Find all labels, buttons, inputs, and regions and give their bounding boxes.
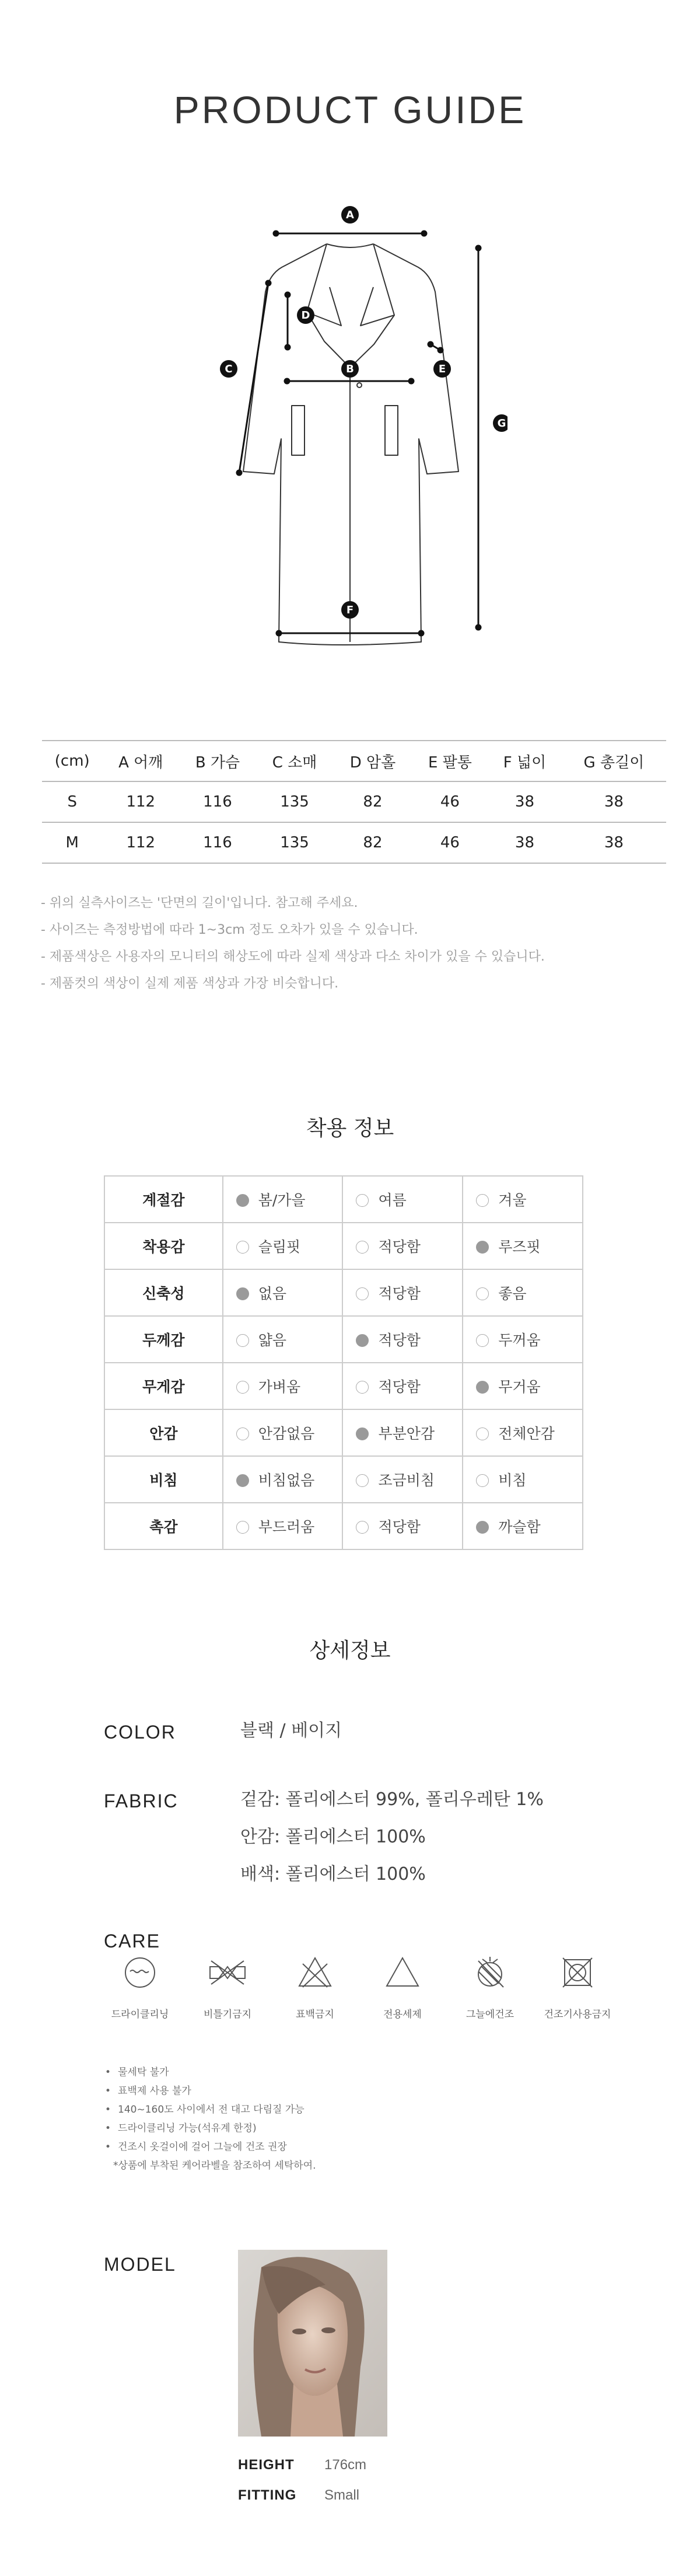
empty-dot-icon <box>356 1194 369 1207</box>
wear-option-label: 없음 <box>258 1285 287 1302</box>
marker-c: C <box>225 363 233 375</box>
wear-option <box>463 1503 583 1549</box>
wear-option-label: 루즈핏 <box>498 1238 541 1255</box>
wear-row <box>104 1176 583 1223</box>
wear-row <box>104 1316 583 1363</box>
empty-dot-icon <box>356 1521 369 1534</box>
note-item: - 위의 실측사이즈는 '단면의 길이'입니다. 참고해 주세요. <box>41 896 358 910</box>
wear-option <box>342 1503 463 1549</box>
page-title: PRODUCT GUIDE <box>173 88 527 131</box>
wear-option <box>463 1176 583 1223</box>
neutral-detergent-icon <box>382 1952 423 1993</box>
fabric-label: FABRIC <box>104 1790 178 1811</box>
size-label: S <box>67 793 77 811</box>
wear-option <box>463 1456 583 1503</box>
care-item-label: 그늘에건조 <box>466 2009 514 2020</box>
empty-dot-icon <box>356 1474 369 1487</box>
header-b: B 가슴 <box>195 753 240 772</box>
care-item <box>446 1952 534 2020</box>
wear-option-label: 까슬함 <box>498 1519 541 1535</box>
empty-dot-icon <box>476 1334 489 1347</box>
empty-dot-icon <box>356 1381 369 1394</box>
wear-option <box>342 1176 463 1223</box>
table-cell: 82 <box>363 793 383 811</box>
selected-dot-icon <box>476 1521 489 1534</box>
wear-option <box>463 1316 583 1363</box>
wear-option <box>223 1503 343 1549</box>
fabric-line: 안감: 폴리에스터 100% <box>240 1827 426 1847</box>
model-label: MODEL <box>104 2254 176 2275</box>
fabric-line: 겉감: 폴리에스터 99%, 폴리우레탄 1% <box>240 1789 544 1810</box>
size-notes <box>41 890 545 997</box>
wear-option-label: 안감없음 <box>258 1425 315 1442</box>
table-cell: 135 <box>280 834 309 851</box>
care-note: • 드라이클리닝 가능(석유계 한정) <box>105 2119 316 2138</box>
marker-b: B <box>346 363 354 375</box>
care-item <box>359 1952 446 2020</box>
table-cell: 46 <box>440 834 460 851</box>
wear-option-label: 적당함 <box>378 1238 421 1255</box>
model-photo <box>238 2250 387 2437</box>
wear-row <box>104 1269 583 1316</box>
table-row <box>42 781 666 822</box>
table-cell: 38 <box>514 834 535 851</box>
marker-g: G <box>497 417 506 430</box>
wear-row <box>104 1503 583 1549</box>
wear-row-label: 신축성 <box>104 1269 223 1316</box>
wear-row-label: 안감 <box>104 1409 223 1456</box>
wear-option-label: 부드러움 <box>258 1519 315 1535</box>
wear-option-label: 비침 <box>498 1472 527 1489</box>
wear-option <box>342 1363 463 1409</box>
care-item-label: 드라이클리닝 <box>111 2009 169 2020</box>
note-item: - 사이즈는 측정방법에 따라 1~3cm 정도 오차가 있을 수 있습니다. <box>41 923 418 937</box>
empty-dot-icon <box>236 1381 249 1394</box>
size-table-header <box>42 741 666 781</box>
wear-option <box>223 1316 343 1363</box>
height-value: 176cm <box>324 2457 367 2473</box>
selected-dot-icon <box>476 1241 489 1254</box>
wear-option-label: 적당함 <box>378 1332 421 1349</box>
empty-dot-icon <box>476 1194 489 1207</box>
wear-option-label: 조금비침 <box>378 1472 435 1489</box>
marker-f: F <box>346 604 354 616</box>
color-label: COLOR <box>104 1722 176 1743</box>
empty-dot-icon <box>356 1241 369 1254</box>
marker-e: E <box>438 363 446 375</box>
care-item <box>534 1952 621 2020</box>
wear-option <box>342 1223 463 1269</box>
wear-option-label: 슬림핏 <box>258 1238 301 1255</box>
header-f: F 넓이 <box>503 753 547 772</box>
care-note: • 건조시 옷걸이에 걸어 그늘에 건조 권장 <box>105 2138 316 2156</box>
wear-option <box>342 1456 463 1503</box>
header-unit: (cm) <box>54 752 90 770</box>
details-title: 상세정보 <box>309 1639 391 1663</box>
model-portrait-image <box>238 2250 387 2437</box>
wear-option-label: 적당함 <box>378 1378 421 1395</box>
wear-info-title: 착용 정보 <box>306 1116 394 1140</box>
table-cell: 112 <box>126 793 156 811</box>
wear-row <box>104 1409 583 1456</box>
table-cell: 116 <box>203 834 232 851</box>
wear-row-label: 무게감 <box>104 1363 223 1409</box>
no-bleach-icon <box>295 1952 335 1993</box>
care-item-label: 전용세제 <box>383 2009 422 2020</box>
no-wring-icon <box>204 1952 251 1993</box>
fitting-label: FITTING <box>238 2487 297 2503</box>
table-row <box>42 822 666 863</box>
empty-dot-icon <box>476 1287 489 1300</box>
wear-option-label: 좋음 <box>498 1285 527 1302</box>
care-footnote: *상품에 부착된 케어라벨을 참조하여 세탁하여. <box>113 2160 316 2172</box>
empty-dot-icon <box>236 1427 249 1440</box>
wear-row-label: 두께감 <box>104 1316 223 1363</box>
wear-row <box>104 1363 583 1409</box>
fabric-line: 배색: 폴리에스터 100% <box>240 1864 426 1884</box>
header-c: C 소매 <box>272 753 317 772</box>
wear-info-table <box>104 1175 583 1550</box>
wear-option-label: 얇음 <box>258 1332 287 1349</box>
wear-option-label: 적당함 <box>378 1285 421 1302</box>
wear-option <box>223 1363 343 1409</box>
care-note: • 140~160도 사이에서 전 대고 다림질 가능 <box>105 2100 316 2119</box>
size-table <box>42 740 666 864</box>
wear-option-label: 가벼움 <box>258 1378 301 1395</box>
marker-d: D <box>301 309 310 322</box>
wear-row-label: 착용감 <box>104 1223 223 1269</box>
header-g: G 총길이 <box>583 753 645 772</box>
wear-option-label: 부분안감 <box>378 1425 435 1442</box>
wear-option <box>342 1269 463 1316</box>
color-value: 블랙 / 베이지 <box>240 1720 342 1741</box>
wear-option <box>463 1409 583 1456</box>
wear-option <box>463 1269 583 1316</box>
care-item-label: 표백금지 <box>296 2009 334 2020</box>
care-icons <box>96 1952 621 2020</box>
care-label: CARE <box>104 1931 160 1952</box>
wear-option <box>223 1176 343 1223</box>
wear-option-label: 무거움 <box>498 1378 541 1395</box>
note-item: - 제품색상은 사용자의 모니터의 해상도에 따라 실제 색상과 다소 차이가 있을 수 있습니다. <box>41 950 545 964</box>
table-cell: 38 <box>604 793 624 811</box>
wear-option-label: 봄/가을 <box>258 1192 306 1209</box>
care-item <box>96 1952 184 2020</box>
selected-dot-icon <box>236 1287 249 1300</box>
wear-option-label: 여름 <box>378 1192 407 1209</box>
empty-dot-icon <box>476 1427 489 1440</box>
wear-row-label: 계절감 <box>104 1176 223 1223</box>
header-e: E 팔통 <box>428 753 472 772</box>
header-d: D 암홀 <box>349 753 396 772</box>
selected-dot-icon <box>356 1334 369 1347</box>
selected-dot-icon <box>356 1427 369 1440</box>
wear-option <box>342 1409 463 1456</box>
table-cell: 82 <box>363 834 383 851</box>
table-cell: 38 <box>514 793 535 811</box>
wear-option <box>223 1456 343 1503</box>
wear-row-label: 비침 <box>104 1456 223 1503</box>
table-cell: 135 <box>280 793 309 811</box>
selected-dot-icon <box>236 1474 249 1487</box>
empty-dot-icon <box>356 1287 369 1300</box>
wear-option <box>342 1316 463 1363</box>
selected-dot-icon <box>476 1381 489 1394</box>
wear-option <box>223 1269 343 1316</box>
wear-option-label: 겨울 <box>498 1192 527 1209</box>
dry-clean-icon <box>120 1952 160 1993</box>
coat-measurement-diagram <box>204 198 508 659</box>
empty-dot-icon <box>236 1241 249 1254</box>
fitting-value: Small <box>324 2487 360 2503</box>
empty-dot-icon <box>236 1521 249 1534</box>
wear-row <box>104 1456 583 1503</box>
wear-option <box>463 1223 583 1269</box>
table-cell: 116 <box>203 793 232 811</box>
care-notes <box>105 2063 316 2175</box>
wear-row <box>104 1223 583 1269</box>
shade-dry-icon <box>470 1952 510 1993</box>
wear-option-label: 전체안감 <box>498 1425 555 1442</box>
care-item <box>271 1952 359 2020</box>
marker-a: A <box>346 209 354 221</box>
table-cell: 112 <box>126 834 156 851</box>
wear-option-label: 두꺼움 <box>498 1332 541 1349</box>
wear-option-label: 비침없음 <box>258 1472 315 1489</box>
care-item <box>184 1952 271 2020</box>
empty-dot-icon <box>236 1334 249 1347</box>
wear-option <box>223 1223 343 1269</box>
header-a: A 어깨 <box>118 753 163 772</box>
wear-row-label: 촉감 <box>104 1503 223 1549</box>
height-label: HEIGHT <box>238 2457 295 2473</box>
wear-option-label: 적당함 <box>378 1519 421 1535</box>
care-item-label: 건조기사용금지 <box>544 2009 611 2020</box>
care-note: • 표백제 사용 불가 <box>105 2082 316 2100</box>
wear-option <box>223 1409 343 1456</box>
table-cell: 46 <box>440 793 460 811</box>
note-item: - 제품컷의 색상이 실제 제품 색상과 가장 비슷합니다. <box>41 976 339 991</box>
size-label: M <box>65 834 79 851</box>
no-tumble-dry-icon <box>557 1952 598 1993</box>
care-note: • 물세탁 불가 <box>105 2063 316 2082</box>
selected-dot-icon <box>236 1194 249 1207</box>
table-cell: 38 <box>604 834 624 851</box>
wear-option <box>463 1363 583 1409</box>
care-item-label: 비틀기금지 <box>203 2009 252 2020</box>
empty-dot-icon <box>476 1474 489 1487</box>
